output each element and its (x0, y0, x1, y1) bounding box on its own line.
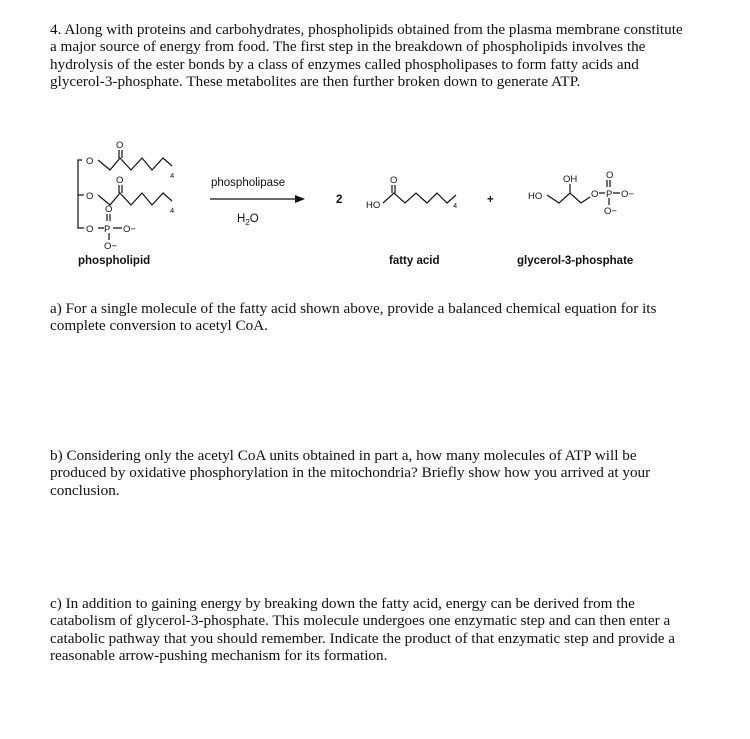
atom-o-ester-1: O (86, 156, 94, 167)
fatty-acid-carbonyl (392, 185, 395, 193)
g3p-oh: OH (563, 174, 578, 185)
g3p-ester-o: O (591, 189, 599, 200)
g3p-o-minus-bottom: O− (604, 206, 617, 217)
atom-o-ester-2: O (86, 191, 94, 202)
label-glycerol-3-phosphate: glycerol-3-phosphate (517, 255, 634, 267)
stoich-coefficient: 2 (336, 194, 343, 206)
reagent-water: $H_2O$ (237, 213, 259, 227)
atom-o-phosphoryl: O (105, 204, 113, 215)
fatty-acid-ho: HO (366, 200, 381, 211)
atom-p: P (104, 224, 111, 235)
question-intro: 4. Along with proteins and carbohydrates, phospholipids obtained from the plasma membrane constitute a major source of energy from food. The first step in the breakdown of phospholipids involves the hydrolysis of the ester bonds by a class of enzymes called phospholipases to form fatty acids and glycerol-3-phosphate. These metabolites are then further broken down to generate ATP. (50, 21, 683, 91)
label-phospholipid: phospholipid (78, 255, 151, 267)
g3p-ho: HO (528, 191, 543, 202)
g3p-p: P (606, 189, 613, 200)
g3p-chain (547, 193, 590, 203)
fatty-acid-chain-count: 4 (453, 201, 458, 210)
reagent-phospholipase: phospholipase (211, 177, 286, 189)
atom-o-phosphate-ester: O (86, 224, 94, 235)
plus-sign: + (487, 194, 494, 206)
chain-count-1: 4 (170, 171, 175, 180)
label-fatty-acid: fatty acid (389, 255, 440, 267)
reaction-arrow-head (295, 195, 305, 203)
g3p-phosphoryl-o: O (606, 170, 614, 181)
chain-count-2: 4 (170, 206, 175, 215)
glycerol-backbone (78, 160, 84, 228)
lower-carbonyl (119, 185, 122, 193)
atom-o-carbonyl-1: O (116, 140, 124, 151)
atom-o-minus-right: O− (123, 224, 136, 235)
upper-carbonyl (119, 150, 122, 158)
g3p-o-minus-right: O− (621, 189, 634, 200)
upper-acyl-chain (98, 158, 172, 170)
fatty-acid-chain (383, 193, 456, 203)
atom-o-minus-bottom: O− (104, 241, 117, 252)
atom-o-carbonyl-2: O (116, 175, 124, 186)
reaction-scheme (0, 0, 750, 300)
question-part-a: a) For a single molecule of the fatty acid shown above, provide a balanced chemical equation for its complete conversion to acetyl CoA. (50, 300, 657, 335)
question-part-c: c) In addition to gaining energy by breaking down the fatty acid, energy can be derived from the catabolism of glycerol-3-phosphate. This molecule undergoes one enzymatic step and can then enter a catabolic pathway that you should remember. Indicate the product of that enzymatic step and provide a reasonable arrow-pushing mechanism for its formation. (50, 595, 676, 665)
question-part-b: b) Considering only the acetyl CoA units obtained in part a, how many molecules of ATP will be produced by oxidative phosphorylation in the mitochondria? Briefly show how you arrived at your conclusion. (50, 447, 651, 499)
fatty-acid-carbonyl-o: O (390, 175, 398, 186)
